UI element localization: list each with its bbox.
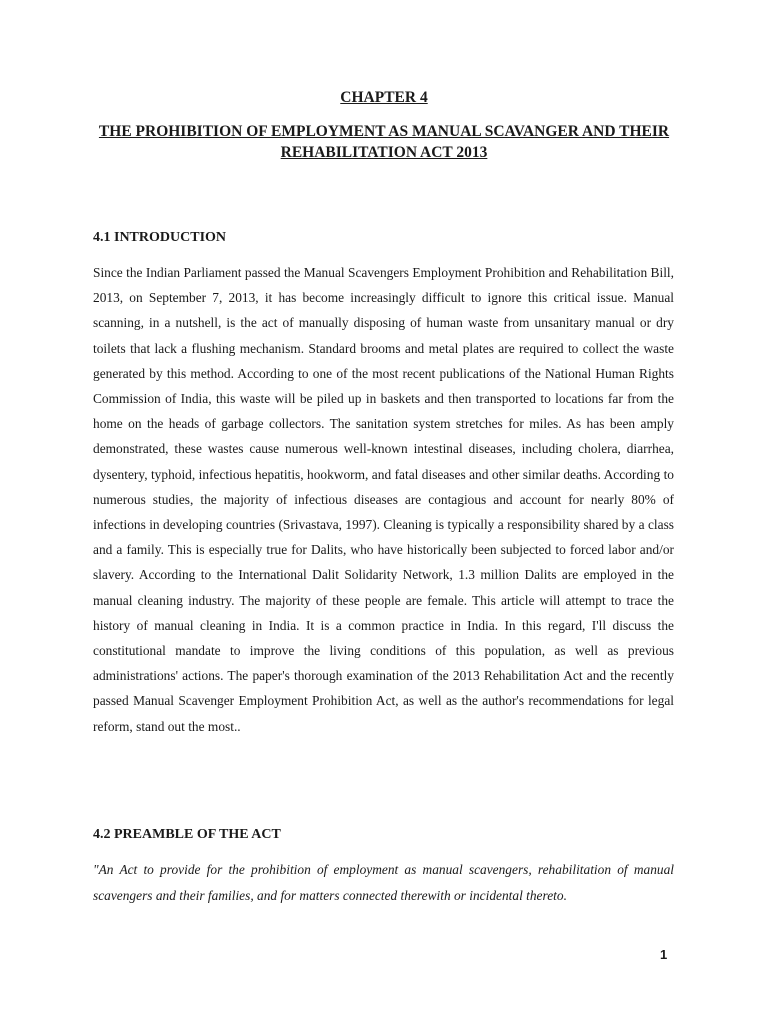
preamble-quote: "An Act to provide for the prohibition of employment as manual scavengers, rehabilitation of manual scavengers and their families, and for matters connected therewith or incidental thereto.: [93, 862, 674, 903]
section-heading-introduction: 4.1 INTRODUCTION: [93, 230, 227, 245]
act-title: THE PROHIBITION OF EMPLOYMENT AS MANUAL SCAVANGER AND THEIR REHABILITATION ACT 2013: [98, 123, 670, 161]
introduction-paragraph: Since the Indian Parliament passed the Manual Scavengers Employment Prohibition and Rehabilitation Bill, 2013, on September 7, 2013, it has become increasingly difficult to ignore this critical issue. Manual scanning, in a nutshell, is the act of manually disposing of human waste from unsanitary manual or dry toilets that lack a flushing mechanism. Standard brooms and metal plates are required to collect the waste generated by this method. According to one of the most recent publications of the National Human Rights Commission of India, this waste will be piled up in baskets and then transported to locations far from the home on the heads of garbage collectors. The sanitation system stretches for miles. As has been amply demonstrated, these wastes cause numerous well-known intestinal diseases, including cholera, diarrhea, dysentery, typhoid, infectious hepatitis, hookworm, and fatal diseases and other similar deaths. According to numerous studies, the majority of infectious diseases are contagious and account for nearly 80% of infections in developing countries (Srivastava, 1997). Cleaning is typically a responsibility shared by a class and a family. This is especially true for Dalits, who have historically been subjected to forced labor and/or slavery. According to the International Dalit Solidarity Network, 1.3 million Dalits are employed in the manual cleaning industry. The majority of these people are female. This article will attempt to trace the history of manual cleaning in India. It is a common practice in India. In this regard, I'll discuss the constitutional mandate to improve the living conditions of this population, as well as previous administrations' actions. The paper's thorough examination of the 2013 Rehabilitation Act and the recently passed Manual Scavenger Employment Prohibition Act, as well as the author's recommendations for legal reform, stand out the most..: [93, 265, 674, 734]
page-number: 1: [660, 947, 668, 962]
chapter-title: CHAPTER 4: [340, 89, 428, 106]
section-heading-preamble: 4.2 PREAMBLE OF THE ACT: [93, 827, 281, 842]
